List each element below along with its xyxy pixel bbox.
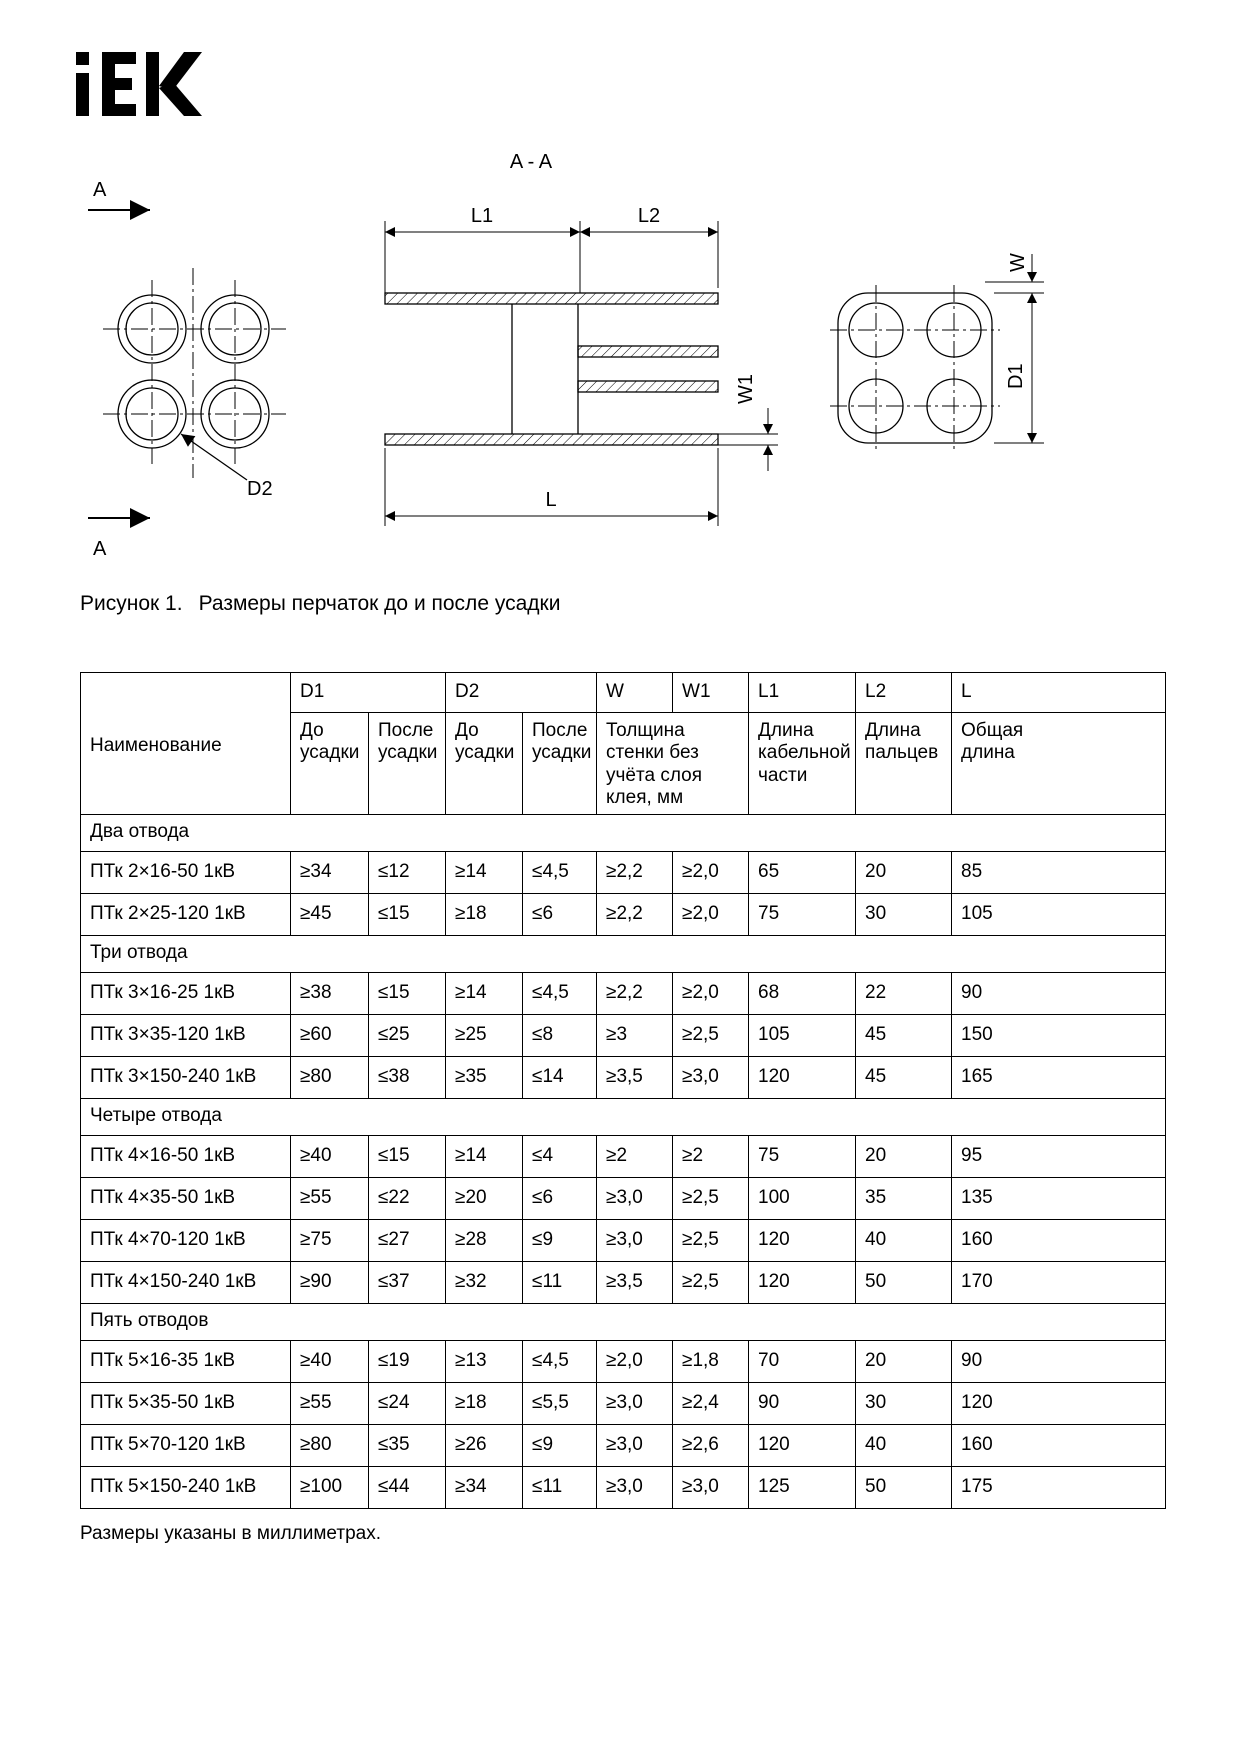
product-name: ПТк 5×16-35 1кВ [81, 1340, 291, 1382]
table-row [81, 1219, 1166, 1261]
value-cell: ≥3,0 [673, 1466, 749, 1508]
value-cell: ≥2 [597, 1135, 673, 1177]
product-name: ПТк 3×35-120 1кВ [81, 1014, 291, 1056]
value-cell: ≤12 [369, 851, 446, 893]
table-row [81, 851, 1166, 893]
value-cell: 120 [749, 1261, 856, 1303]
table-row [81, 1014, 1166, 1056]
value-cell: ≥26 [446, 1424, 523, 1466]
header-d2-after: После усадки [523, 713, 597, 815]
value-cell: 50 [856, 1261, 952, 1303]
label-w: W [1007, 253, 1029, 272]
section-title: Два отвода [81, 814, 1166, 851]
left-end-view [88, 210, 286, 518]
value-cell: ≤11 [523, 1261, 597, 1303]
header-d1: D1 [291, 673, 446, 713]
value-cell: ≥3,5 [597, 1056, 673, 1098]
section-title: Четыре отвода [81, 1098, 1166, 1135]
label-l2: L2 [637, 205, 661, 227]
value-cell: ≥2 [673, 1135, 749, 1177]
product-name: ПТк 2×16-50 1кВ [81, 851, 291, 893]
value-cell: ≥55 [291, 1177, 369, 1219]
section-row [81, 935, 1166, 972]
value-cell: 120 [749, 1424, 856, 1466]
value-cell: 90 [952, 972, 1166, 1014]
value-cell: ≥20 [446, 1177, 523, 1219]
value-cell: ≥1,8 [673, 1340, 749, 1382]
value-cell: ≥3,0 [597, 1424, 673, 1466]
table-row [81, 893, 1166, 935]
value-cell: ≥2,0 [673, 972, 749, 1014]
technical-drawing [0, 146, 1244, 576]
value-cell: 135 [952, 1177, 1166, 1219]
value-cell: 40 [856, 1424, 952, 1466]
units-note: Размеры указаны в миллиметрах. [80, 1522, 381, 1544]
value-cell: 70 [749, 1340, 856, 1382]
iek-logo [76, 52, 204, 121]
label-l: L [545, 489, 557, 511]
header-total-length: Общая длина [952, 713, 1166, 815]
value-cell: ≥28 [446, 1219, 523, 1261]
header-w1: W1 [673, 673, 749, 713]
value-cell: 90 [952, 1340, 1166, 1382]
table-row [81, 1056, 1166, 1098]
header-l: L [952, 673, 1166, 713]
value-cell: ≥13 [446, 1340, 523, 1382]
value-cell: 30 [856, 1382, 952, 1424]
value-cell: 90 [749, 1382, 856, 1424]
table-row [81, 1424, 1166, 1466]
product-name: ПТк 4×35-50 1кВ [81, 1177, 291, 1219]
value-cell: ≤4,5 [523, 851, 597, 893]
value-cell: 68 [749, 972, 856, 1014]
value-cell: 95 [952, 1135, 1166, 1177]
product-name: ПТк 2×25-120 1кВ [81, 893, 291, 935]
value-cell: ≥60 [291, 1014, 369, 1056]
value-cell: ≥75 [291, 1219, 369, 1261]
value-cell: ≤5,5 [523, 1382, 597, 1424]
value-cell: 20 [856, 1340, 952, 1382]
header-w: W [597, 673, 673, 713]
value-cell: ≤8 [523, 1014, 597, 1056]
section-title: Пять отводов [81, 1303, 1166, 1340]
value-cell: ≥3,0 [673, 1056, 749, 1098]
value-cell: 120 [749, 1219, 856, 1261]
section-row [81, 1098, 1166, 1135]
value-cell: ≥18 [446, 893, 523, 935]
value-cell: ≤15 [369, 893, 446, 935]
value-cell: 170 [952, 1261, 1166, 1303]
header-wall-thickness: Толщина стенки без учёта слоя клея, мм [597, 713, 749, 815]
section-view [385, 221, 778, 526]
value-cell: 105 [749, 1014, 856, 1056]
value-cell: ≥40 [291, 1135, 369, 1177]
value-cell: ≤25 [369, 1014, 446, 1056]
label-w1: W1 [735, 374, 757, 404]
product-name: ПТк 5×35-50 1кВ [81, 1382, 291, 1424]
figure-caption [80, 592, 560, 616]
dimensions-table [80, 672, 1166, 1509]
table-row [81, 1261, 1166, 1303]
value-cell: ≥80 [291, 1424, 369, 1466]
value-cell: ≤35 [369, 1424, 446, 1466]
value-cell: ≥45 [291, 893, 369, 935]
table-row [81, 1135, 1166, 1177]
value-cell: ≥2,2 [597, 893, 673, 935]
value-cell: ≥2,0 [673, 851, 749, 893]
value-cell: 22 [856, 972, 952, 1014]
value-cell: ≤38 [369, 1056, 446, 1098]
label-d1: D1 [1005, 363, 1027, 389]
value-cell: ≥2,5 [673, 1219, 749, 1261]
table-row [81, 1466, 1166, 1508]
value-cell: ≤9 [523, 1424, 597, 1466]
value-cell: ≥3,5 [597, 1261, 673, 1303]
value-cell: ≤4 [523, 1135, 597, 1177]
table-row [81, 972, 1166, 1014]
product-name: ПТк 3×16-25 1кВ [81, 972, 291, 1014]
value-cell: 20 [856, 851, 952, 893]
value-cell: ≥14 [446, 851, 523, 893]
section-row [81, 1303, 1166, 1340]
value-cell: 75 [749, 893, 856, 935]
value-cell: ≥55 [291, 1382, 369, 1424]
value-cell: ≥2,0 [673, 893, 749, 935]
section-row [81, 814, 1166, 851]
label-section-aa: A - A [509, 151, 553, 173]
value-cell: ≥2,0 [597, 1340, 673, 1382]
value-cell: ≥2,2 [597, 972, 673, 1014]
header-cable-length: Длина кабельной части [749, 713, 856, 815]
header-d2-before: До усадки [446, 713, 523, 815]
value-cell: ≥34 [446, 1466, 523, 1508]
header-d1-after: После усадки [369, 713, 446, 815]
value-cell: ≥35 [446, 1056, 523, 1098]
table-section [80, 672, 1165, 1545]
product-name: ПТк 5×70-120 1кВ [81, 1424, 291, 1466]
header-d1-before: До усадки [291, 713, 369, 815]
value-cell: 85 [952, 851, 1166, 893]
value-cell: 150 [952, 1014, 1166, 1056]
value-cell: ≤9 [523, 1219, 597, 1261]
header-name: Наименование [81, 673, 291, 815]
value-cell: ≥2,6 [673, 1424, 749, 1466]
value-cell: ≤15 [369, 972, 446, 1014]
product-name: ПТк 4×150-240 1кВ [81, 1261, 291, 1303]
value-cell: ≥2,5 [673, 1177, 749, 1219]
header-d2: D2 [446, 673, 597, 713]
value-cell: ≥18 [446, 1382, 523, 1424]
label-l1: L1 [470, 205, 494, 227]
value-cell: 165 [952, 1056, 1166, 1098]
label-section-a-top: A [93, 179, 107, 201]
value-cell: 125 [749, 1466, 856, 1508]
value-cell: 45 [856, 1056, 952, 1098]
value-cell: ≥3,0 [597, 1219, 673, 1261]
value-cell: ≤4,5 [523, 1340, 597, 1382]
value-cell: 30 [856, 893, 952, 935]
value-cell: 175 [952, 1466, 1166, 1508]
value-cell: 50 [856, 1466, 952, 1508]
header-row-groups [81, 673, 1166, 713]
value-cell: ≤15 [369, 1135, 446, 1177]
value-cell: ≥32 [446, 1261, 523, 1303]
table-row [81, 1177, 1166, 1219]
label-section-a-bottom: A [93, 538, 107, 560]
value-cell: ≤37 [369, 1261, 446, 1303]
value-cell: 160 [952, 1424, 1166, 1466]
value-cell: ≥34 [291, 851, 369, 893]
value-cell: ≥80 [291, 1056, 369, 1098]
value-cell: ≥2,4 [673, 1382, 749, 1424]
value-cell: 20 [856, 1135, 952, 1177]
value-cell: 100 [749, 1177, 856, 1219]
value-cell: ≥14 [446, 1135, 523, 1177]
value-cell: ≥90 [291, 1261, 369, 1303]
value-cell: ≤27 [369, 1219, 446, 1261]
value-cell: ≤44 [369, 1466, 446, 1508]
value-cell: ≥2,2 [597, 851, 673, 893]
value-cell: ≥14 [446, 972, 523, 1014]
product-name: ПТк 3×150-240 1кВ [81, 1056, 291, 1098]
value-cell: 160 [952, 1219, 1166, 1261]
table-row [81, 1340, 1166, 1382]
product-name: ПТк 5×150-240 1кВ [81, 1466, 291, 1508]
label-d2: D2 [247, 478, 273, 500]
value-cell: ≥3,0 [597, 1382, 673, 1424]
value-cell: ≤22 [369, 1177, 446, 1219]
figure-caption-number: Рисунок 1. [80, 592, 183, 615]
header-l1: L1 [749, 673, 856, 713]
iek-logo-glyphs [76, 52, 204, 116]
value-cell: 120 [749, 1056, 856, 1098]
product-name: ПТк 4×70-120 1кВ [81, 1219, 291, 1261]
value-cell: ≥3 [597, 1014, 673, 1056]
table-row [81, 1382, 1166, 1424]
value-cell: ≤6 [523, 893, 597, 935]
value-cell: 65 [749, 851, 856, 893]
value-cell: ≥38 [291, 972, 369, 1014]
value-cell: 45 [856, 1014, 952, 1056]
value-cell: ≥25 [446, 1014, 523, 1056]
value-cell: ≥2,5 [673, 1014, 749, 1056]
value-cell: ≤11 [523, 1466, 597, 1508]
value-cell: ≥2,5 [673, 1261, 749, 1303]
value-cell: 75 [749, 1135, 856, 1177]
value-cell: ≤24 [369, 1382, 446, 1424]
value-cell: 120 [952, 1382, 1166, 1424]
value-cell: 35 [856, 1177, 952, 1219]
value-cell: ≤14 [523, 1056, 597, 1098]
value-cell: 105 [952, 893, 1166, 935]
value-cell: ≥3,0 [597, 1177, 673, 1219]
value-cell: ≥100 [291, 1466, 369, 1508]
value-cell: ≤19 [369, 1340, 446, 1382]
value-cell: ≤6 [523, 1177, 597, 1219]
value-cell: ≤4,5 [523, 972, 597, 1014]
header-l2: L2 [856, 673, 952, 713]
value-cell: ≥3,0 [597, 1466, 673, 1508]
right-end-view [830, 254, 1044, 451]
header-fingers-length: Длина пальцев [856, 713, 952, 815]
product-name: ПТк 4×16-50 1кВ [81, 1135, 291, 1177]
figure-caption-text: Размеры перчаток до и после усадки [198, 592, 561, 615]
section-title: Три отвода [81, 935, 1166, 972]
value-cell: ≥40 [291, 1340, 369, 1382]
value-cell: 40 [856, 1219, 952, 1261]
